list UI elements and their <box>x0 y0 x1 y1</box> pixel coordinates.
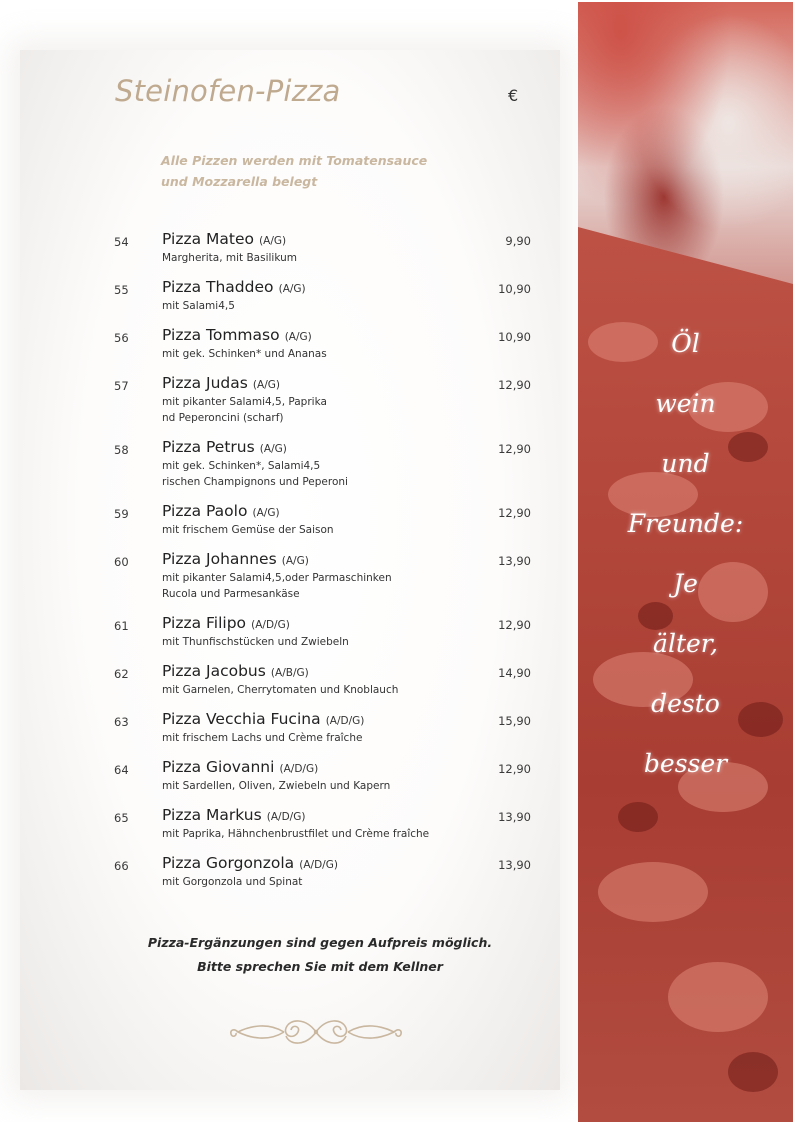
desc-line: mit frischem Lachs und Crème fraîche <box>162 732 363 744</box>
item-title <box>162 325 312 344</box>
item-allergens: (A/G) <box>278 283 306 295</box>
item-number: 57 <box>114 379 129 393</box>
item-name: Pizza Mateo <box>162 230 254 248</box>
desc-line: mit frischem Gemüse der Saison <box>162 524 334 536</box>
item-name: Pizza Tommaso <box>162 326 280 344</box>
item-title <box>162 853 338 872</box>
item-number: 62 <box>114 667 129 681</box>
item-title <box>162 757 318 776</box>
item-price: 12,90 <box>498 378 531 392</box>
item-description <box>162 250 492 266</box>
desc-line: mit Paprika, Hähnchenbrustfilet und Crème fraîche <box>162 828 430 840</box>
item-name: Pizza Vecchia Fucina <box>162 710 321 728</box>
item-number: 61 <box>114 619 129 633</box>
desc-line: Rucola und Parmesankäse <box>162 588 300 600</box>
quote-word: Öl <box>671 329 700 358</box>
item-title <box>162 709 364 728</box>
item-allergens: (A/G) <box>281 555 309 567</box>
page-title: Steinofen-Pizza <box>115 74 341 108</box>
item-number: 63 <box>114 715 129 729</box>
item-title <box>162 613 290 632</box>
topping-spot <box>728 1052 778 1092</box>
item-price: 15,90 <box>498 714 531 728</box>
item-description <box>162 458 492 490</box>
item-name: Pizza Judas <box>162 374 248 392</box>
intro-line: und Mozzarella belegt <box>161 174 318 189</box>
quote-word: besser <box>643 749 728 778</box>
desc-line: mit Salami4,5 <box>162 300 235 312</box>
item-allergens: (A/G) <box>259 235 287 247</box>
item-name: Pizza Petrus <box>162 438 255 456</box>
item-number: 60 <box>114 555 129 569</box>
item-description <box>162 634 492 650</box>
item-title <box>162 549 309 568</box>
item-number: 66 <box>114 859 129 873</box>
item-number: 59 <box>114 507 129 521</box>
item-price: 10,90 <box>498 330 531 344</box>
ornament-divider-icon <box>228 1012 404 1052</box>
footer-line: Pizza-Ergänzungen sind gegen Aufpreis möglich. <box>147 935 493 950</box>
item-title <box>162 437 287 456</box>
item-allergens: (A/D/G) <box>266 811 306 823</box>
item-number: 55 <box>114 283 129 297</box>
item-name: Pizza Markus <box>162 806 262 824</box>
item-name: Pizza Thaddeo <box>162 278 274 296</box>
item-price: 13,90 <box>498 554 531 568</box>
item-allergens: (A/D/G) <box>325 715 365 727</box>
desc-line: mit Thunfischstücken und Zwiebeln <box>162 636 349 648</box>
item-description <box>162 522 492 538</box>
item-number: 65 <box>114 811 129 825</box>
item-price: 12,90 <box>498 618 531 632</box>
item-price: 13,90 <box>498 810 531 824</box>
intro-line: Alle Pizzen werden mit Tomatensauce <box>161 153 428 168</box>
item-description <box>162 394 492 426</box>
desc-line: nd Peperoncini (scharf) <box>162 412 284 424</box>
item-title <box>162 661 309 680</box>
desc-line: mit pikanter Salami4,5,oder Parmaschinken <box>162 572 392 584</box>
desc-line: mit pikanter Salami4,5, Paprika <box>162 396 327 408</box>
item-name: Pizza Paolo <box>162 502 248 520</box>
desc-line: mit gek. Schinken* und Ananas <box>162 348 327 360</box>
item-description <box>162 346 492 362</box>
desc-line: mit Sardellen, Oliven, Zwiebeln und Kapern <box>162 780 391 792</box>
desc-line: mit gek. Schinken*, Salami4,5 <box>162 460 321 472</box>
item-price: 12,90 <box>498 506 531 520</box>
item-number: 58 <box>114 443 129 457</box>
quote-word: Je <box>673 569 698 598</box>
footer-line: Bitte sprechen Sie mit dem Kellner <box>197 959 443 974</box>
item-description <box>162 298 492 314</box>
cheese-patch <box>668 962 768 1032</box>
item-number: 56 <box>114 331 129 345</box>
item-name: Pizza Giovanni <box>162 758 275 776</box>
currency-label: € <box>508 86 519 105</box>
quote-word: älter, <box>653 629 718 658</box>
item-name: Pizza Jacobus <box>162 662 266 680</box>
item-price: 9,90 <box>505 234 531 248</box>
item-allergens: (A/G) <box>284 331 312 343</box>
footer-note <box>100 931 540 979</box>
item-allergens: (A/G) <box>252 507 280 519</box>
item-number: 64 <box>114 763 129 777</box>
item-description <box>162 570 492 602</box>
item-description <box>162 682 492 698</box>
item-allergens: (A/G) <box>252 379 280 391</box>
item-allergens: (A/D/G) <box>279 763 319 775</box>
item-allergens: (A/D/G) <box>251 619 290 631</box>
desc-line: Margherita, mit Basilikum <box>162 252 297 264</box>
item-title <box>162 373 280 392</box>
pizza-photo <box>578 2 793 1122</box>
item-name: Pizza Gorgonzola <box>162 854 295 872</box>
item-allergens: (A/B/G) <box>270 667 309 679</box>
item-price: 12,90 <box>498 442 531 456</box>
item-price: 10,90 <box>498 282 531 296</box>
item-description <box>162 874 492 890</box>
item-description <box>162 730 492 746</box>
item-name: Pizza Johannes <box>162 550 277 568</box>
item-description <box>162 826 492 842</box>
desc-line: rischen Champignons und Peperoni <box>162 476 348 488</box>
item-price: 14,90 <box>498 666 531 680</box>
item-allergens: (A/D/G) <box>299 859 338 871</box>
item-allergens: (A/G) <box>259 443 287 455</box>
item-name: Pizza Filipo <box>162 614 247 632</box>
item-title <box>162 805 305 824</box>
cheese-patch <box>598 862 708 922</box>
topping-spot <box>618 802 658 832</box>
item-number: 54 <box>114 235 129 249</box>
pizza-photo-top <box>578 2 793 302</box>
item-title <box>162 229 286 248</box>
item-price: 12,90 <box>498 762 531 776</box>
quote-word: Freunde: <box>627 509 744 538</box>
item-description <box>162 778 492 794</box>
quote-word: wein <box>655 389 716 418</box>
quote-word: und <box>661 449 710 478</box>
item-title <box>162 277 306 296</box>
quote-text <box>578 314 793 794</box>
desc-line: mit Garnelen, Cherrytomaten und Knoblauch <box>162 684 399 696</box>
item-title <box>162 501 280 520</box>
item-price: 13,90 <box>498 858 531 872</box>
quote-word: desto <box>651 689 720 718</box>
desc-line: mit Gorgonzola und Spinat <box>162 876 303 888</box>
